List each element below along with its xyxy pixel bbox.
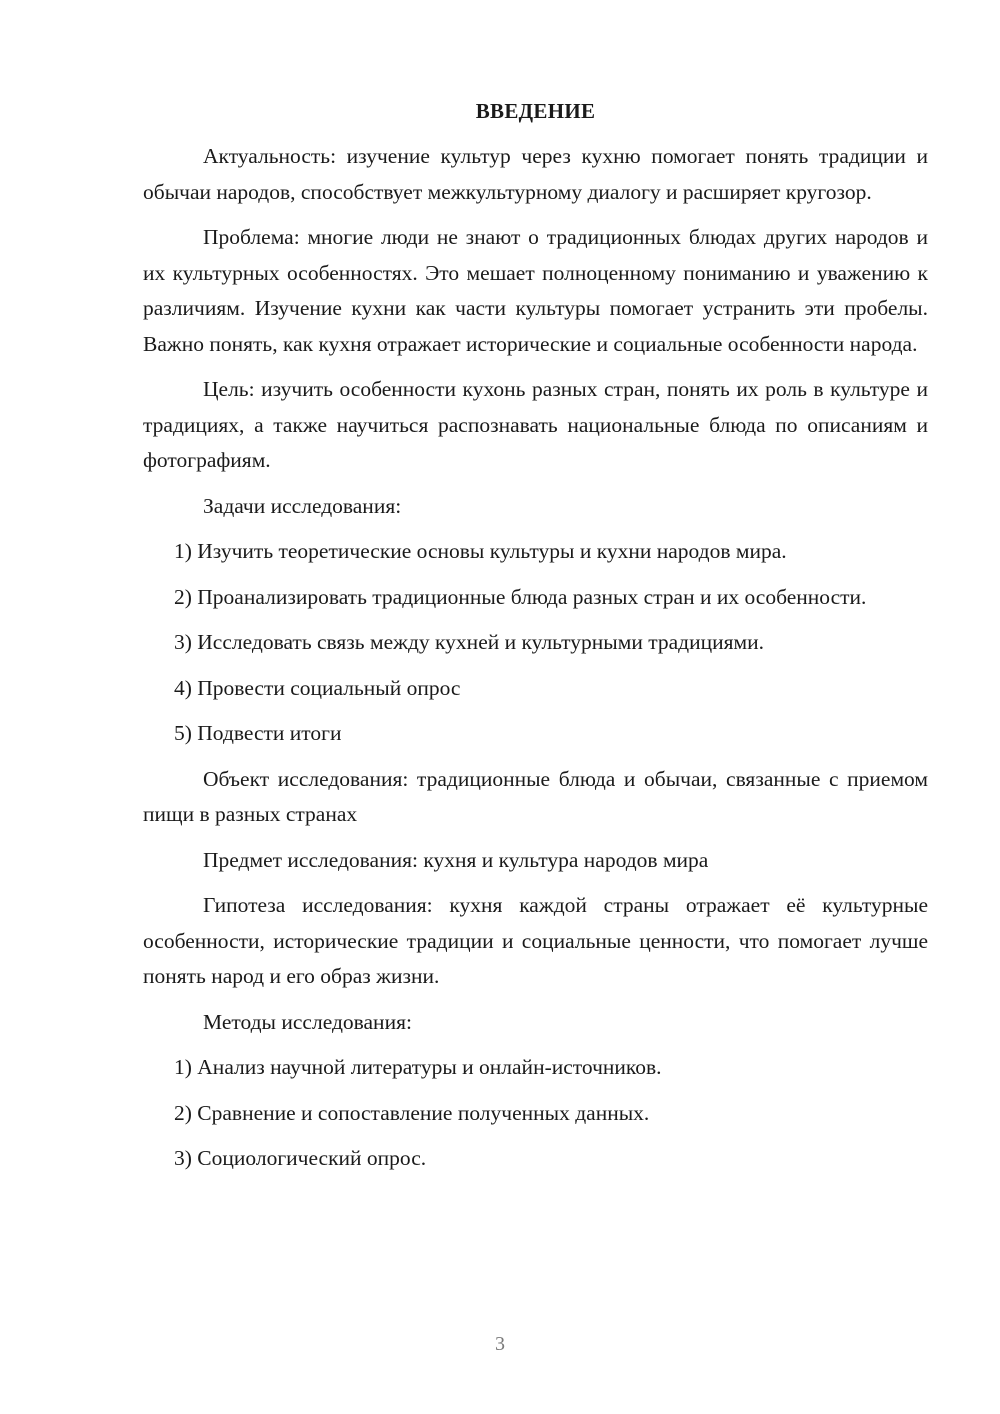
object-paragraph: Объект исследования: традиционные блюда и обычаи, связанные с приемом пищи в разных странах <box>143 766 928 826</box>
task-item-1: 1) Изучить теоретические основы культуры и кухни народов мира. <box>174 539 787 563</box>
goal-paragraph: Цель: изучить особенности кухонь разных стран, понять их роль в культуре и традициях, а также научиться распознавать национальные блюда по описаниям и фотографиям. <box>143 377 928 472</box>
tasks-label: Задачи исследования: <box>203 493 402 518</box>
task-item-5: 5) Подвести итоги <box>174 721 342 745</box>
document-page <box>143 96 928 1187</box>
method-item-3: 3) Социологический опрос. <box>174 1146 427 1170</box>
subject-paragraph: Предмет исследования: кухня и культура народов мира <box>203 847 709 872</box>
page-number: 3 <box>495 1333 505 1355</box>
methods-label: Методы исследования: <box>203 1009 412 1034</box>
hypothesis-paragraph: Гипотеза исследования: кухня каждой страны отражает её культурные особенности, исторические традиции и социальные ценности, что помогает лучше понять народ и его образ жизни. <box>143 893 928 988</box>
page-title: ВВЕДЕНИЕ <box>475 99 596 123</box>
method-item-1: 1) Анализ научной литературы и онлайн-источников. <box>174 1055 662 1079</box>
task-item-2: 2) Проанализировать традиционные блюда разных стран и их особенности. <box>174 584 867 609</box>
method-item-2: 2) Сравнение и сопоставление полученных данных. <box>174 1100 650 1125</box>
relevance-paragraph: Актуальность: изучение культур через кухню помогает понять традиции и обычаи народов, способствует межкультурному диалогу и расширяет кругозор. <box>143 144 928 204</box>
task-item-3: 3) Исследовать связь между кухней и культурными традициями. <box>174 630 764 654</box>
problem-paragraph: Проблема: многие люди не знают о традиционных блюдах других народов и их культурных особенностях. Это мешает полноценному пониманию и уважению к различиям. Изучение кухни как части культуры помогает устранить эти пробелы. Важно понять, как кухня отражает исторические и социальные особенности народа. <box>143 225 928 356</box>
task-item-4: 4) Провести социальный опрос <box>174 675 461 700</box>
